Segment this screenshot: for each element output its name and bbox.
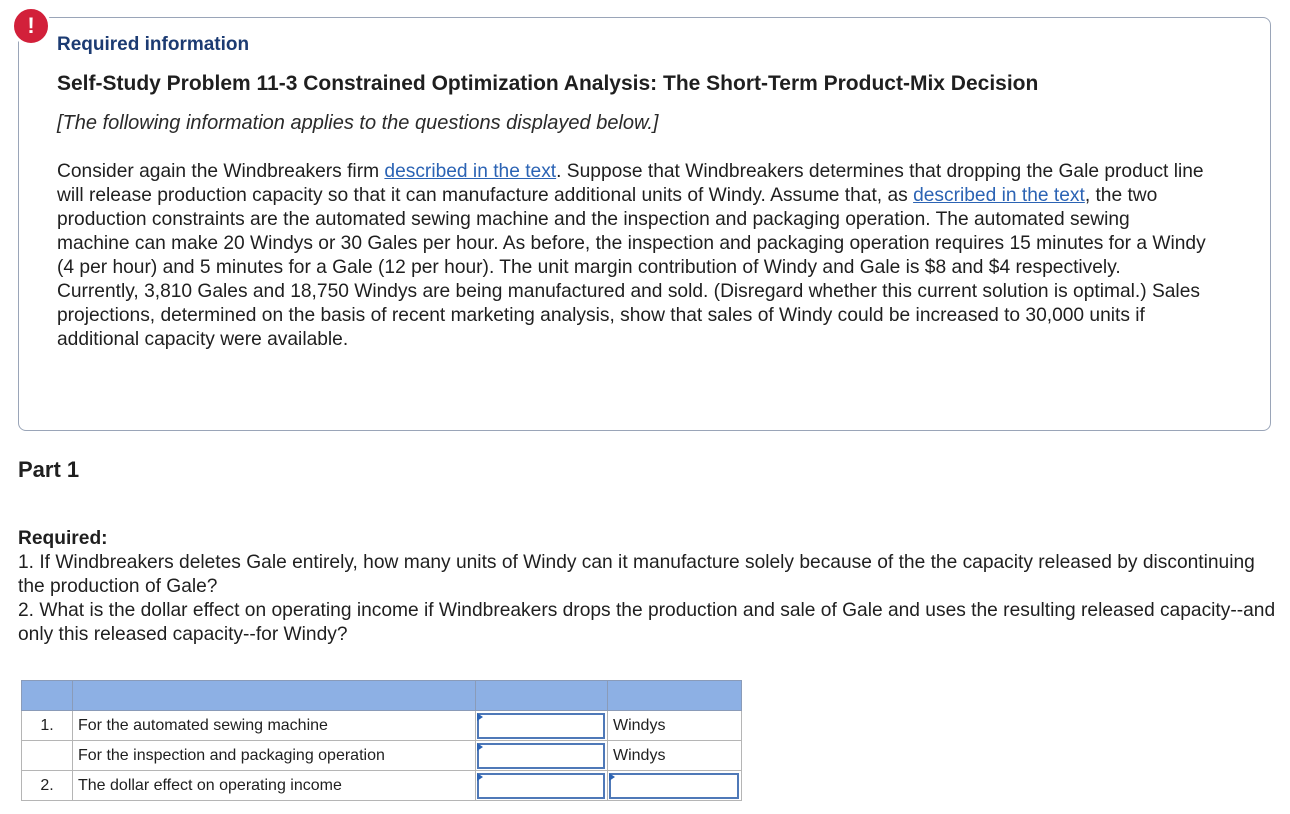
answer-cell (476, 711, 608, 741)
scenario-text-part-2: . Suppose that Windbreakers determines that dropping the Gale product line will release production capacity so that it can manufacture additional units of Windy. Assume that, as (57, 161, 1204, 206)
row-number (22, 741, 73, 771)
unit-dropdown-cell (608, 771, 742, 801)
scenario-text (57, 160, 1207, 352)
row-unit: Windys (608, 711, 742, 741)
header-cell-number (22, 681, 73, 711)
required-information-heading: Required information (57, 34, 250, 55)
problem-title: Self-Study Problem 11-3 Constrained Optimization Analysis: The Short-Term Product-Mix Decision (57, 72, 1039, 95)
table-row (22, 771, 742, 801)
row-number: 2. (22, 771, 73, 801)
row-number: 1. (22, 711, 73, 741)
operating-income-effect-type-input[interactable] (609, 773, 739, 799)
scenario-text-part-1: Consider again the Windbreakers firm (57, 161, 385, 182)
answer-cell (476, 771, 608, 801)
exclamation-icon: ! (11, 6, 51, 46)
header-cell-answer (476, 681, 608, 711)
described-in-text-link-1[interactable]: described in the text (384, 161, 557, 182)
answer-cell (476, 741, 608, 771)
required-label: Required: (18, 528, 108, 549)
header-cell-description (73, 681, 476, 711)
operating-income-effect-input[interactable] (477, 773, 605, 799)
table-row (22, 711, 742, 741)
described-in-text-link-2[interactable]: described in the text (913, 185, 1085, 206)
applies-note: [The following information applies to the questions displayed below.] (57, 112, 659, 134)
answer-table (21, 680, 742, 801)
row-unit: Windys (608, 741, 742, 771)
question-1: 1. If Windbreakers deletes Gale entirely, how many units of Windy can it manufacture solely because of the the capacity released by discontinuing the production of Gale? (18, 552, 1255, 597)
row-label: For the automated sewing machine (73, 711, 476, 741)
row-label: For the inspection and packaging operation (73, 741, 476, 771)
question-2: 2. What is the dollar effect on operating income if Windbreakers drops the production and sale of Gale and uses the resulting released capacity--and only this released capacity--for Windy? (18, 600, 1276, 645)
row-label: The dollar effect on operating income (73, 771, 476, 801)
inspection-packaging-windys-input[interactable] (477, 743, 605, 769)
sewing-machine-windys-input[interactable] (477, 713, 605, 739)
header-cell-unit (608, 681, 742, 711)
answer-table-header (22, 681, 742, 711)
scenario-text-part-3: , the two production constraints are the automated sewing machine and the inspection and packaging operation. The automated sewing machine can make 20 Windys or 30 Gales per hour. As before, the inspection and packaging operation requires 15 minutes for a Windy (4 per hour) and 5 minutes for a Gale (12 per hour). The unit margin contribution of Windy and Gale is $8 and $4 respectively. Currently, 3,810 Gales and 18,750 Windys are being manufactured and sold. (Disregard whether this current solution is optimal.) Sales projections, determined on the basis of recent marketing analysis, show that sales of Windy could be increased to 30,000 units if additional capacity were available. (57, 185, 1206, 350)
table-row (22, 741, 742, 771)
required-questions (18, 527, 1280, 647)
part-heading: Part 1 (18, 457, 80, 482)
